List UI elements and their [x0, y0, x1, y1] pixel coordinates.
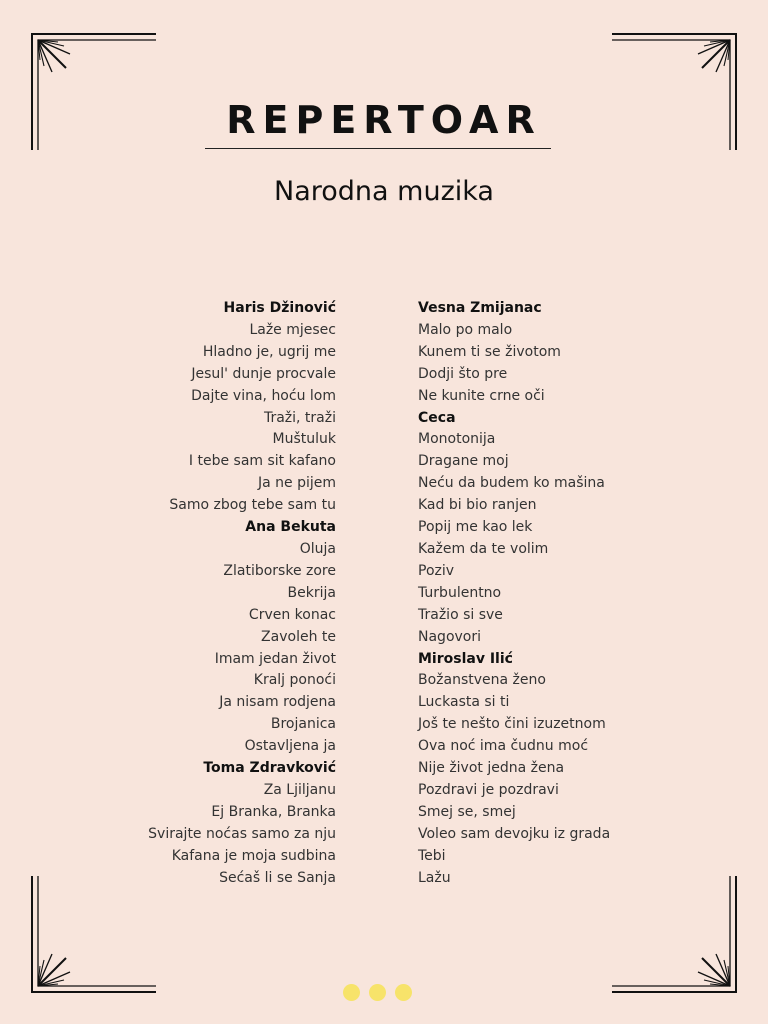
- song-title: Turbulentno: [418, 584, 502, 601]
- artist-heading: Ceca: [418, 409, 456, 426]
- song-title: Zlatiborske zore: [223, 562, 336, 579]
- song-title: Crven konac: [248, 606, 336, 623]
- song-title: Ova noć ima čudnu moć: [418, 738, 589, 755]
- song-title: Lažu: [418, 869, 451, 886]
- song-title: Monotonija: [418, 431, 496, 448]
- song-title: Dodji što pre: [418, 365, 508, 382]
- song-title: I tebe sam sit kafano: [188, 453, 336, 470]
- artist-heading: Vesna Zmijanac: [418, 300, 542, 316]
- corner-ornament-bottom-left-icon: [30, 874, 160, 994]
- artist-heading: Ana Bekuta: [245, 519, 336, 536]
- song-list-left-column: [130, 298, 336, 889]
- decorative-dot-icon: [369, 984, 386, 1001]
- song-title: Ej Branka, Branka: [211, 803, 336, 820]
- song-title: Bekrija: [287, 584, 336, 601]
- song-title: Svirajte noćas samo za nju: [148, 825, 336, 842]
- song-title: Tražio si sve: [418, 606, 503, 623]
- song-title: Muštuluk: [272, 431, 336, 448]
- artist-heading: Haris Džinović: [223, 300, 336, 316]
- song-title: Ja ne pijem: [257, 475, 336, 492]
- title-underline: [205, 148, 551, 149]
- song-title: Još te nešto čini izuzetnom: [418, 716, 606, 733]
- song-title: Jesul' dunje procvale: [191, 365, 336, 382]
- song-title: Luckasta si ti: [418, 694, 510, 711]
- song-title: Ne kunite crne oči: [418, 387, 545, 404]
- song-title: Nije život jedna žena: [418, 760, 565, 777]
- song-title: Oluja: [299, 540, 336, 557]
- decorative-dot-icon: [395, 984, 412, 1001]
- song-title: Ostavljena ja: [244, 738, 336, 755]
- song-title: Samo zbog tebe sam tu: [169, 497, 336, 514]
- song-title: Dragane moj: [418, 453, 509, 470]
- song-title: Dajte vina, hoću lom: [191, 387, 336, 404]
- song-title: Smej se, smej: [418, 803, 516, 820]
- song-title: Kad bi bio ranjen: [418, 497, 537, 514]
- song-title: Ja nisam rodjena: [219, 694, 336, 711]
- song-title: Pozdravi je pozdravi: [418, 781, 559, 798]
- song-list-right-column: [418, 298, 678, 889]
- song-title: Hladno je, ugrij me: [202, 343, 336, 360]
- song-title: Popij me kao lek: [418, 519, 533, 536]
- song-title: Kralj ponoći: [253, 672, 336, 689]
- song-title: Poziv: [418, 562, 455, 579]
- page-subtitle: Narodna muzika: [274, 176, 494, 207]
- song-title: Imam jedan život: [214, 650, 336, 667]
- song-title: Zavoleh te: [261, 628, 336, 645]
- artist-heading: Toma Zdravković: [203, 760, 336, 777]
- song-title: Traži, traži: [263, 409, 336, 426]
- song-title: Božanstvena ženo: [418, 672, 546, 689]
- decorative-dot-icon: [343, 984, 360, 1001]
- song-title: Sećaš li se Sanja: [219, 869, 336, 886]
- corner-ornament-bottom-right-icon: [608, 874, 738, 994]
- song-title: Nagovori: [418, 628, 481, 645]
- song-title: Kafana je moja sudbina: [171, 847, 336, 864]
- song-title: Malo po malo: [418, 321, 513, 338]
- song-title: Laže mjesec: [249, 321, 336, 338]
- song-title: Kunem ti se životom: [418, 343, 561, 360]
- song-title: Voleo sam devojku iz grada: [418, 825, 611, 842]
- song-title: Neću da budem ko mašina: [418, 475, 605, 492]
- page-title: REPERTOAR: [226, 98, 542, 142]
- song-title: Brojanica: [270, 716, 336, 733]
- song-title: Tebi: [418, 847, 446, 864]
- song-title: Za Ljiljanu: [263, 781, 336, 798]
- song-title: Kažem da te volim: [418, 540, 549, 557]
- artist-heading: Miroslav Ilić: [418, 650, 513, 667]
- pagination-dots: [343, 984, 423, 1002]
